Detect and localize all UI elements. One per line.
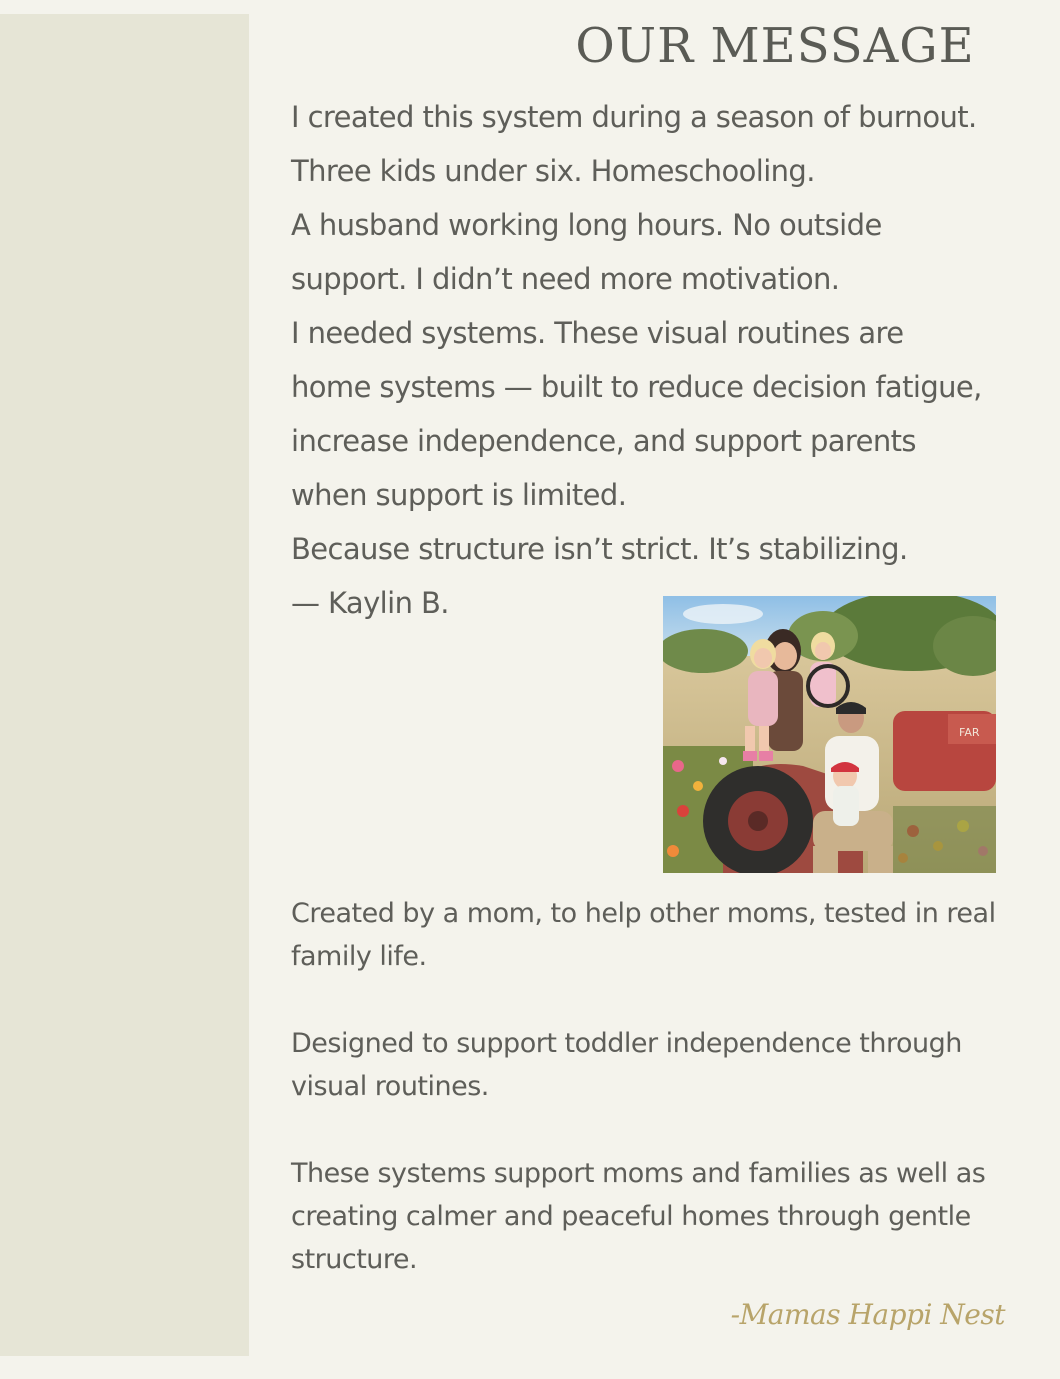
left-sidebar-panel: [0, 14, 249, 1356]
message-text: [291, 90, 1041, 630]
message-line: home systems — built to reduce decision fatigue,: [291, 370, 982, 404]
message-line: when support is limited.: [291, 478, 627, 512]
message-line: Three kids under six. Homeschooling.: [291, 154, 815, 188]
family-photo: [663, 596, 996, 873]
blurbs-section: [291, 892, 1031, 1325]
message-author: — Kaylin B.: [291, 586, 449, 620]
message-line: support. I didn’t need more motivation.: [291, 262, 840, 296]
message-line: increase independence, and support parents: [291, 424, 916, 458]
blurb-created-by-mom: Created by a mom, to help other moms, tested in real family life.: [291, 898, 996, 972]
section-title: OUR MESSAGE: [575, 18, 975, 74]
message-line: A husband working long hours. No outside: [291, 208, 882, 242]
svg-text:FAR: FAR: [959, 726, 980, 739]
message-line: I created this system during a season of burnout.: [291, 100, 977, 134]
blurb-toddler-independence: Designed to support toddler independence through visual routines.: [291, 1028, 962, 1102]
signature: -Mamas Happi Nest: [730, 1298, 1005, 1331]
blurb-families-support: These systems support moms and families as well as creating calmer and peaceful homes through gentle structure.: [291, 1158, 986, 1275]
message-line: Because structure isn’t strict. It’s stabilizing.: [291, 532, 908, 566]
message-line: I needed systems. These visual routines are: [291, 316, 904, 350]
